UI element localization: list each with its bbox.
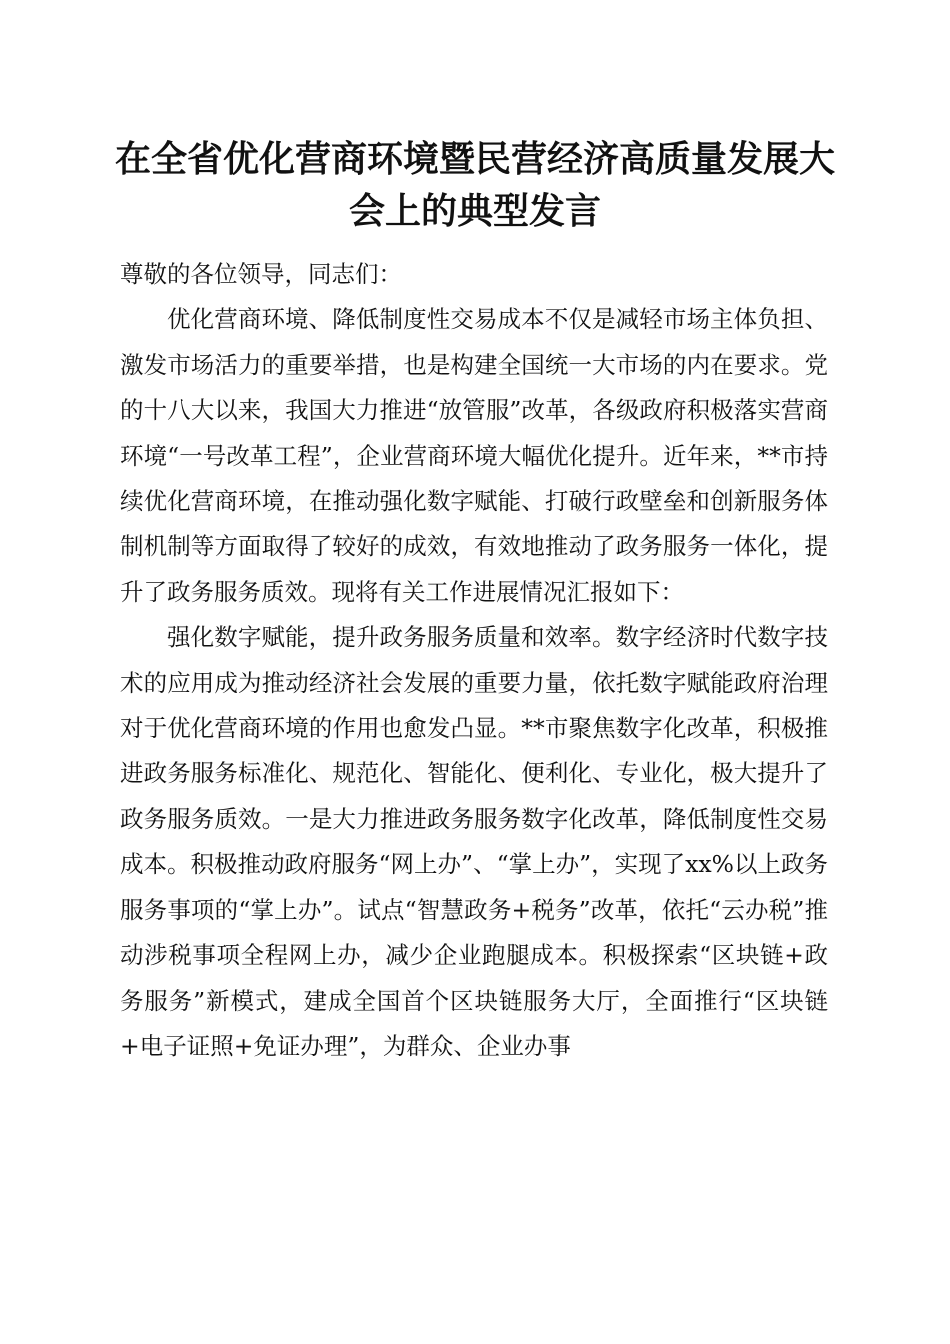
document-body <box>120 252 828 1069</box>
paragraph-intro: 优化营商环境、降低制度性交易成本不仅是减轻市场主体负担、激发市场活力的重要举措，也是构建全国统一大市场的内在要求。党的十八大以来，我国大力推进“放管服”改革，各级政府积极落实营商环境“一号改革工程”，企业营商环境大幅优化提升。近年来，**市持续优化营商环境，在推动强化数字赋能、打破行政壁垒和创新服务体制机制等方面取得了较好的成效，有效地推动了政务服务一体化，提升了政务服务质效。现将有关工作进展情况汇报如下： <box>120 305 828 606</box>
paragraph-digital-empowerment: 强化数字赋能，提升政务服务质量和效率。数字经济时代数字技术的应用成为推动经济社会发展的重要力量，依托数字赋能政府治理对于优化营商环境的作用也愈发凸显。**市聚焦数字化改革，积极推进政务服务标准化、规范化、智能化、便利化、专业化，极大提升了政务服务质效。一是大力推进政务服务数字化改革，降低制度性交易成本。积极推动政府服务“网上办”、“掌上办”，实现了xx%以上政务服务事项的“掌上办”。试点“智慧政务+税务”改革，依托“云办税”推动涉税事项全程网上办，减少企业跑腿成本。积极探索“区块链+政务服务”新模式，建成全国首个区块链服务大厅，全面推行“区块链+电子证照+免证办理”，为群众、企业办事 <box>120 623 828 1060</box>
salutation: 尊敬的各位领导，同志们： <box>120 260 402 288</box>
document-title: 在全省优化营商环境暨民营经济高质量发展大会上的典型发言 <box>114 138 835 232</box>
